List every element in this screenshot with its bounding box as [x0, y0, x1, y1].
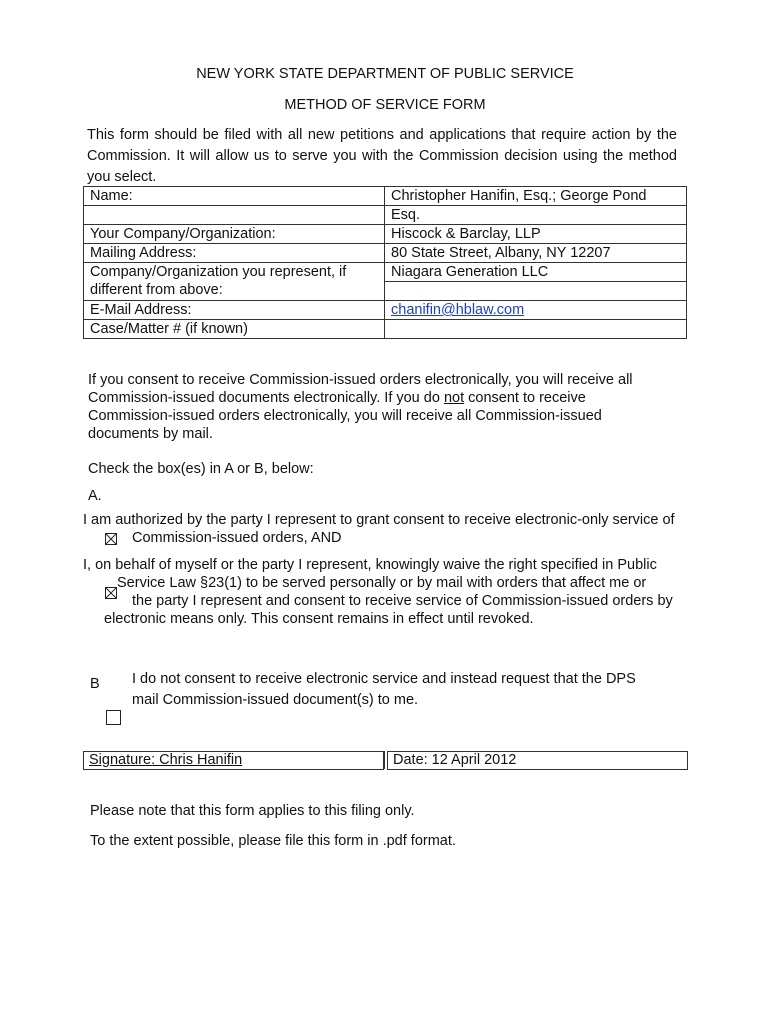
represent-label-line2: different from above: [90, 282, 223, 298]
name-label [84, 187, 385, 206]
consent-line3: Commission-issued orders electronically, you will receive all Commission-issued [88, 408, 602, 424]
option-a-item2-line4: electronic means only. This consent remains in effect until revoked. [104, 611, 534, 627]
option-a-item1-line1: I am authorized by the party I represent to grant consent to receive electronic-only service of [83, 512, 675, 528]
name-label-text: Name: [90, 188, 133, 204]
company-label: Your Company/Organization: [84, 225, 385, 244]
case-value[interactable] [385, 320, 687, 339]
consent-paragraph [88, 371, 633, 443]
consent-line2-end: consent to receive [464, 390, 586, 406]
consent-line2 [88, 389, 633, 407]
department-title: NEW YORK STATE DEPARTMENT OF PUBLIC SERVICE [196, 66, 574, 82]
option-a-item2-line1: I, on behalf of myself or the party I represent, knowingly waive the right specified in Public [83, 557, 657, 573]
option-a-item2-line3: the party I represent and consent to receive service of Commission-issued orders by [132, 593, 673, 609]
table-row [84, 301, 687, 320]
consent-not-underlined: not [443, 390, 465, 406]
email-link[interactable]: chanifin@hblaw.com [391, 302, 525, 318]
table-row [84, 320, 687, 339]
signature-field[interactable]: Signature: Chris Hanifin [83, 751, 384, 770]
option-a-label: A. [88, 488, 102, 504]
table-row [84, 206, 687, 225]
represent-value[interactable]: Niagara Generation LLC [385, 263, 687, 282]
option-a-item1-checkbox-icon[interactable] [105, 533, 117, 545]
option-b-line1: I do not consent to receive electronic service and instead request that the DPS [132, 671, 636, 687]
name-value-cont[interactable] [385, 206, 687, 225]
represent-label [84, 263, 385, 301]
option-b-line2: mail Commission-issued document(s) to me. [132, 692, 419, 708]
mailing-label: Mailing Address: [84, 244, 385, 263]
table-row [84, 263, 687, 282]
table-row [84, 225, 687, 244]
email-value[interactable] [385, 301, 687, 320]
consent-line1: If you consent to receive Commission-issued orders electronically, you will receive all [88, 372, 633, 388]
company-value[interactable]: Hiscock & Barclay, LLP [385, 225, 687, 244]
option-b-label: B [90, 676, 100, 692]
consent-line4: documents by mail. [88, 426, 213, 442]
email-label: E-Mail Address: [84, 301, 385, 320]
pdf-format-note: To the extent possible, please file this form in .pdf format. [90, 833, 456, 849]
option-a-item1-line2: Commission-issued orders, AND [132, 530, 342, 546]
represent-value-empty[interactable] [385, 282, 687, 301]
option-b-checkbox[interactable] [106, 710, 121, 725]
name-label-cont [84, 206, 385, 225]
name-value-line1: Christopher Hanifin, Esq.; George Pond [391, 188, 647, 204]
check-instruction: Check the box(es) in A or B, below: [88, 461, 314, 477]
form-title: METHOD OF SERVICE FORM [284, 97, 486, 113]
case-label: Case/Matter # (if known) [84, 320, 385, 339]
contact-info-table [83, 186, 687, 339]
table-row [84, 187, 687, 206]
option-a-item2-line2: Service Law §23(1) to be served personally or by mail with orders that affect me or [117, 575, 647, 591]
signature-row [83, 751, 687, 769]
table-row [84, 244, 687, 263]
filing-note: Please note that this form applies to this filing only. [90, 803, 415, 819]
name-value-line2: Esq. [391, 207, 421, 223]
name-value[interactable] [385, 187, 687, 206]
intro-paragraph: This form should be filed with all new petitions and applications that require action by the Commission. It will allow us to serve you with the Commission decision using the method you select. [87, 127, 677, 185]
option-a-item2-checkbox-icon[interactable] [105, 587, 117, 599]
date-field[interactable]: Date: 12 April 2012 [387, 751, 688, 770]
mailing-value[interactable]: 80 State Street, Albany, NY 12207 [385, 244, 687, 263]
consent-line2-start: Commission-issued documents electronically. If you do [88, 390, 444, 406]
represent-label-line1: Company/Organization you represent, if [90, 264, 347, 280]
